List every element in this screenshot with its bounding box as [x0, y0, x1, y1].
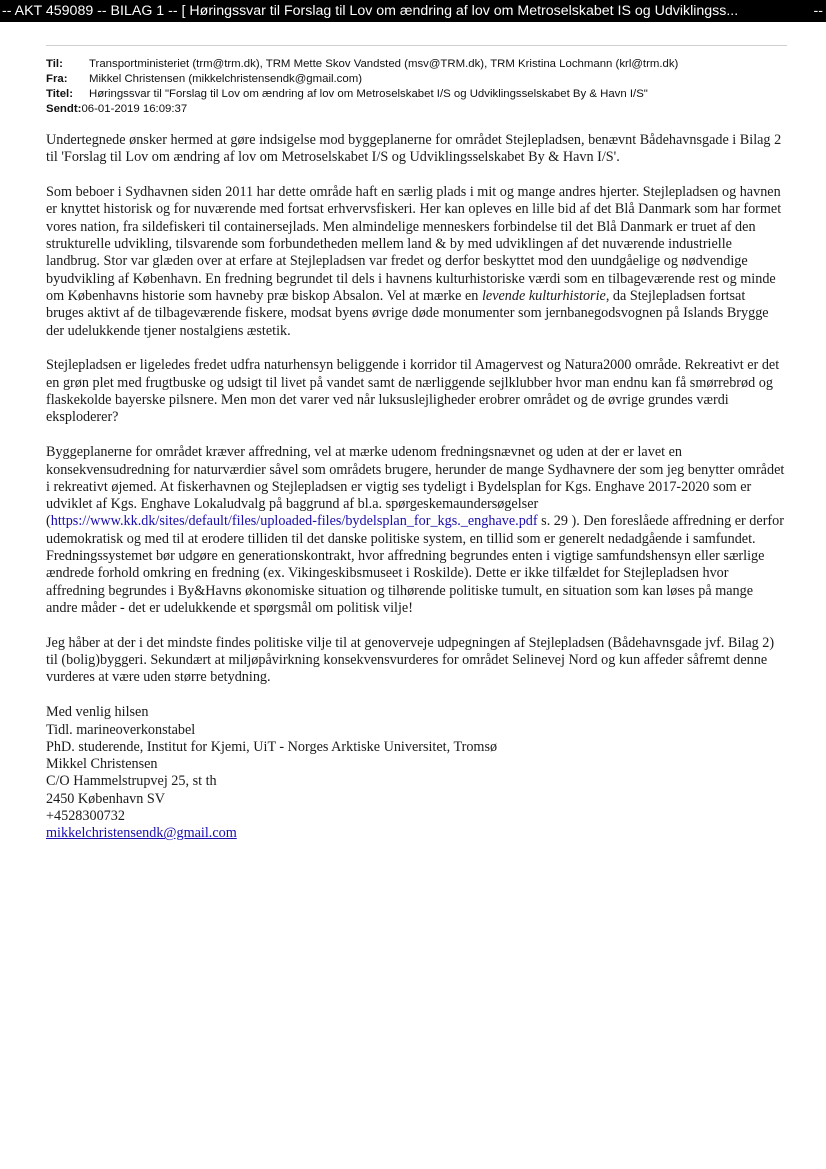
signature-name: Mikkel Christensen — [46, 756, 158, 773]
sent-label: Sendt: — [46, 103, 82, 115]
to-label: Til: — [46, 58, 63, 70]
signature-address-1: C/O Hammelstrupvej 25, st th — [46, 773, 217, 790]
paragraph-2 — [46, 184, 786, 340]
document-title: -- AKT 459089 -- BILAG 1 -- [ Høringssvar til Forslag til Lov om ændring af lov om Metroselskabet IS og Udviklingss... — [2, 3, 739, 19]
paragraph-2-text-a: Som beboer i Sydhavnen siden 2011 har dette område haft en særlig plads i mit og mange andres hjerter. Stejlepladsen og havnen er knyttet historisk og for nuværende med fortsat erhvervsfiskeri. Her kan opleves en lille bid af det Blå Danmark som har formet vores nation, fra sildefiskeri til containersejlads. Men almindelige menneskers forbindelse til det Blå Danmark er truet af den strukturelle udvikling, tilsvarende som forbundetheden mellem land & by med udviklingen af det nuværende industrielle landbrug. Stor var glæden over at erfare at Stejlepladsen var fredet og derfor beskyttet mod den uundgåelige og nødvendige byudvikling af København. En fredning begrundet til dels i havnens kulturhistoriske værdi som en tilbageværende rest og minde om Københavns historie som havneby præ biskop Absalon. Vel at mærke en — [46, 184, 782, 304]
bydelsplan-link[interactable]: https://www.kk.dk/sites/default/files/uploaded-files/bydelsplan_for_kgs._enghave.pdf — [50, 513, 538, 530]
signature-email-link[interactable]: mikkelchristensendk@gmail.com — [46, 825, 237, 842]
signature — [46, 704, 786, 842]
email-headers — [46, 57, 786, 117]
from-row — [46, 72, 786, 87]
paragraph-4 — [46, 444, 786, 617]
to-value: Transportministeriet (trm@trm.dk), TRM Mette Skov Vandsted (msv@TRM.dk), TRM Kristina Lochmann (krl@trm.dk) — [89, 58, 679, 70]
paragraph-2-text-b: , da Stejlepladsen fortsat bruges aktivt af de tilbageværende fiskere, modsat byens øvrige døde monumenter som jernbanegodsvognen på Islands Brygge der udelukkende tjener nostalgiens æstetik. — [46, 287, 769, 339]
subject-label: Titel: — [46, 88, 74, 100]
sent-row — [46, 102, 786, 117]
sent-value: 06-01-2019 16:09:37 — [81, 103, 188, 115]
to-row — [46, 57, 786, 72]
paragraph-4-text-b: s. 29 ). Den foreslåede affredning er derfor udemokratisk og med til at erodere tilliden til det danske politiske system, en tillid som er generelt nedadgående i samfundet. Fredningssystemet bør udgøre en generationskontrakt, hvor affredning begrundes enten i vigtige samfundshensyn eller særlige ændrede forhold omkring en fredning (ex. Vikingeskibsmuseet i Roskilde). Dette er ikke tilfældet for Stejlepladsen hvor affredning begrundes i By&Havns økonomiske situation og tilhørende politiske tumult, en situation som kan løses på mange andre måder - det er udelukkende et spørgsmål om politisk vilje! — [46, 513, 784, 616]
signature-title: Tidl. marineoverkonstabel — [46, 721, 196, 738]
paragraph-5: Jeg håber at der i det mindste findes politiske vilje til at genoverveje udpegningen af Stejlepladsen (Bådehavnsgade jvf. Bilag 2) til (bolig)byggeri. Sekundært at miljøpåvirkning konsekvensvurderes for området Selinevej Nord og kun affeder såfremt denne vurderes at være uden større betydning. — [46, 634, 775, 686]
paragraph-2-emphasis: levende kulturhistorie — [481, 287, 606, 304]
subject-value: Høringssvar til "Forslag til Lov om ændring af lov om Metroselskabet I/S og Udviklingsselskabet By & Havn I/S" — [89, 88, 648, 100]
paragraph-3: Stejlepladsen er ligeledes fredet udfra naturhensyn beliggende i korridor til Amagervest og Natura2000 område. Rekreativt er det en grøn plet med frugtbuske og udsigt til livet på vandet samt de nærliggende sejlklubber hvor man endnu kan få smørrebrød og flaskekolde bayerske pilsnere. Men mon det varer ved når luksuslejligheder erobrer området og de øvrige grundes værdi eksploderer? — [46, 357, 780, 426]
signature-affiliation: PhD. studerende, Institut for Kjemi, UiT - Norges Arktiske Universitet, Tromsø — [46, 738, 498, 755]
paragraph-1: Undertegnede ønsker hermed at gøre indsigelse mod byggeplanerne for området Stejlepladsen, benævnt Bådehavnsgade i Bilag 2 til 'Forslag til Lov om ændring af lov om Metroselskabet I/S og Udviklingsselskabet By & Havn I/S'. — [46, 132, 782, 166]
header-divider — [46, 45, 787, 46]
document-title-bar — [0, 0, 826, 22]
from-value: Mikkel Christensen (mikkelchristensendk@gmail.com) — [89, 73, 362, 85]
paragraph-4-text-a: Byggeplanerne for området kræver affredning, vel at mærke udenom fredningsnævnet og uden at der er lavet en konsekvensudredning for naturværdier såvel som områdets brugere, herunder de mange Sydhavnere der som jeg benytter området i rekreativt øjemed. At fiskerhavnen og Stejlepladsen er vigtig ses tydeligt i Bydelsplan for Kgs. Enghave 2017-2020 som er udviklet af Kgs. Enghave Lokaludvalg på baggrund af bl.a. spørgeskemaundersøgelser ( — [46, 444, 785, 530]
from-label: Fra: — [46, 73, 68, 85]
document-title-end: -- — [810, 0, 823, 22]
subject-row — [46, 87, 786, 102]
signature-phone: +4528300732 — [46, 808, 125, 825]
signature-closing: Med venlig hilsen — [46, 704, 149, 721]
email-body — [46, 132, 786, 843]
signature-address-2: 2450 København SV — [46, 790, 166, 807]
